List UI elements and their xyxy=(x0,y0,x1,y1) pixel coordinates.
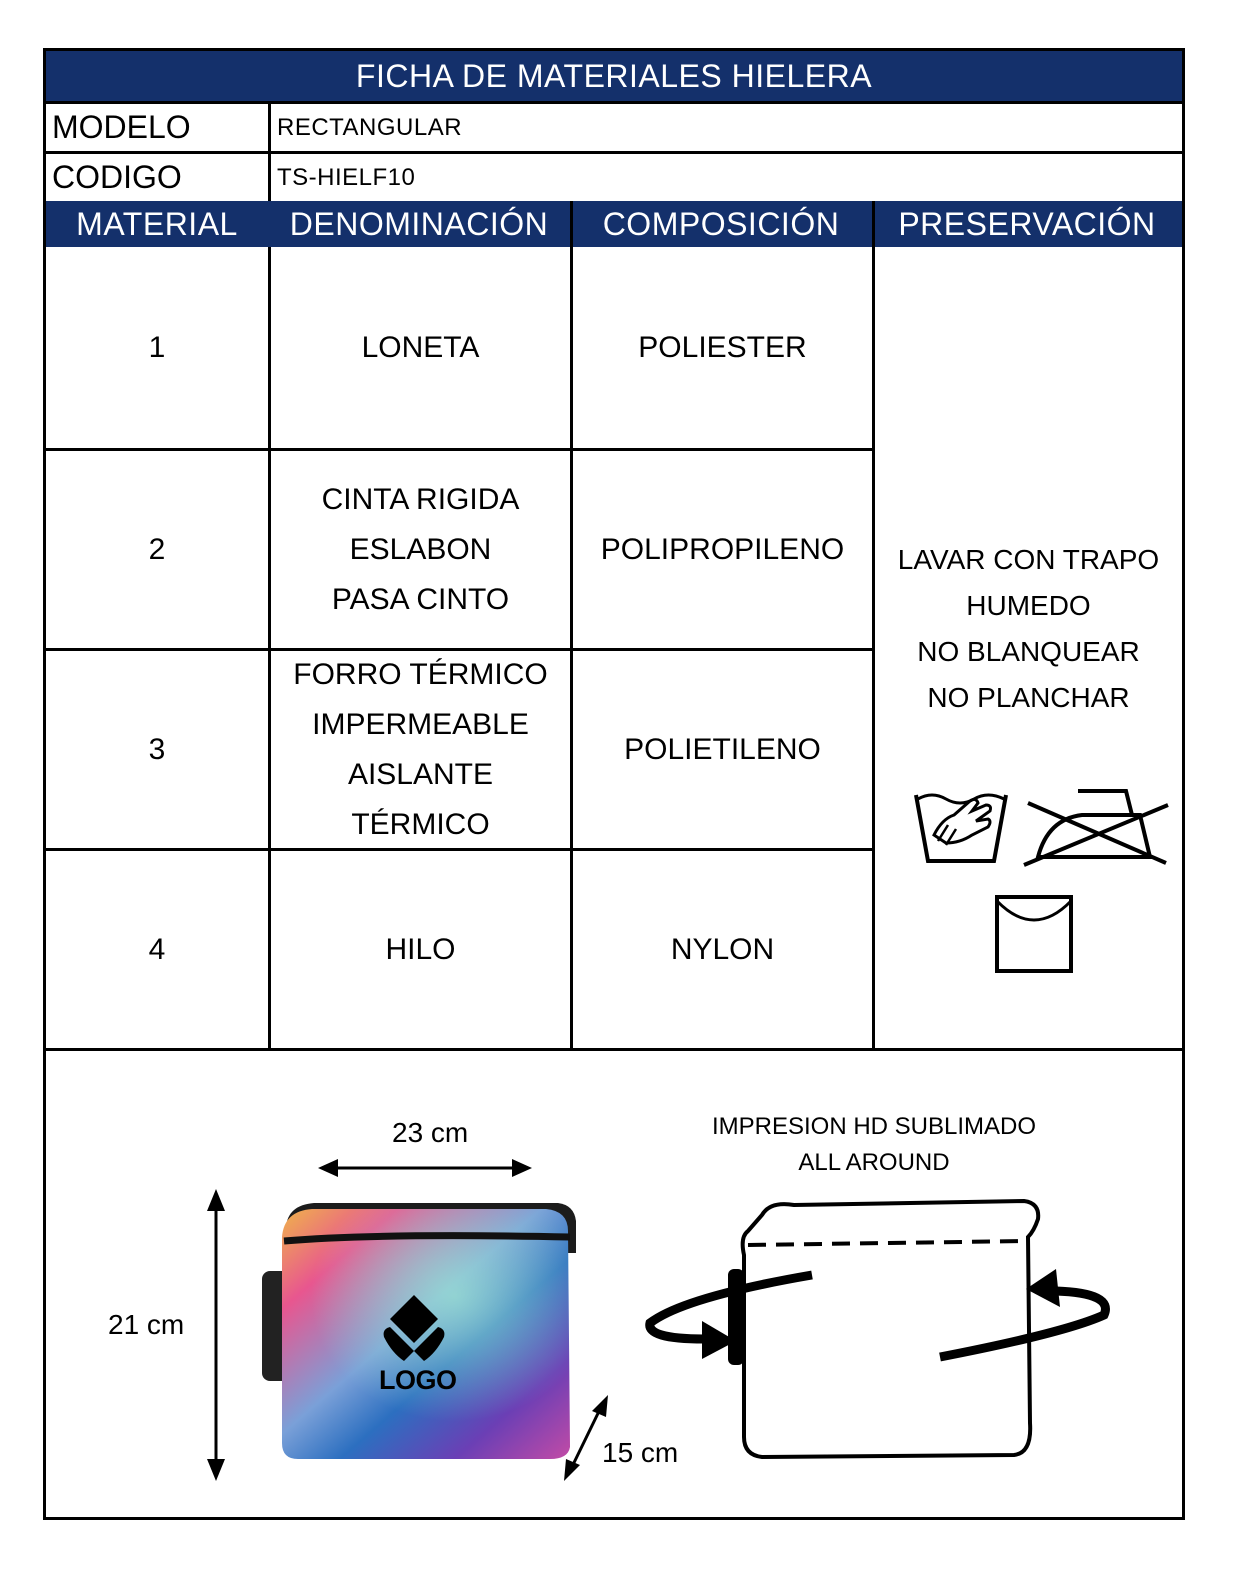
composicion-cell: NYLON xyxy=(670,932,775,966)
print-note xyxy=(666,1109,1082,1181)
sublimation-wrap-diagram xyxy=(644,1197,1114,1467)
material-number: 1 xyxy=(148,330,166,364)
denominacion-cell xyxy=(271,451,570,648)
preservation-line: NO PLANCHAR xyxy=(927,682,1130,713)
width-label: 23 cm xyxy=(392,1117,469,1148)
preservation-instructions xyxy=(875,537,1182,721)
preservation-line: HUMEDO xyxy=(966,590,1091,621)
line-dry-icon xyxy=(993,893,1075,975)
hand-wash-icon xyxy=(912,781,1012,873)
composicion-cell: POLIETILENO xyxy=(624,732,821,766)
header-material: MATERIAL xyxy=(46,201,268,247)
header-composicion: COMPOSICIÓN xyxy=(570,201,872,247)
do-not-iron-icon xyxy=(1022,785,1170,869)
denominacion-line: AISLANTE xyxy=(347,757,494,791)
print-note-line: IMPRESION HD SUBLIMADO xyxy=(711,1113,1037,1140)
modelo-label: MODELO xyxy=(52,109,191,145)
height-arrow-icon xyxy=(204,1187,228,1483)
preservation-line: NO BLANQUEAR xyxy=(917,636,1140,667)
composicion-cell: POLIPROPILENO xyxy=(600,532,845,566)
codigo-label: CODIGO xyxy=(52,159,182,195)
materials-sheet xyxy=(43,48,1185,1520)
material-number: 3 xyxy=(148,732,166,766)
denominacion-cell xyxy=(271,851,570,1048)
cooler-bag-image xyxy=(258,1197,578,1465)
codigo-value: TS-HIELF10 xyxy=(277,163,416,191)
denominacion-line: PASA CINTO xyxy=(331,582,510,616)
material-number: 2 xyxy=(148,532,166,566)
divider xyxy=(46,1048,1182,1051)
denominacion-line: CINTA RIGIDA xyxy=(321,482,520,516)
composicion-cell: POLIESTER xyxy=(638,330,807,364)
denominacion-line: ESLABON xyxy=(349,532,492,566)
divider xyxy=(268,104,271,201)
header-preservacion: PRESERVACIÓN xyxy=(872,201,1182,247)
denominacion-line: HILO xyxy=(385,932,456,966)
denominacion-cell xyxy=(271,651,570,848)
modelo-value: RECTANGULAR xyxy=(277,113,463,141)
depth-label: 15 cm xyxy=(602,1437,679,1468)
material-number: 4 xyxy=(148,932,166,966)
denominacion-line: TÉRMICO xyxy=(351,807,490,841)
denominacion-line: IMPERMEABLE xyxy=(312,707,529,741)
denominacion-line: FORRO TÉRMICO xyxy=(293,657,548,691)
preservation-line: LAVAR CON TRAPO xyxy=(897,544,1160,575)
logo-text: LOGO xyxy=(379,1365,457,1395)
width-arrow-icon xyxy=(316,1157,534,1179)
header-denominacion: DENOMINACIÓN xyxy=(268,201,570,247)
print-note-line: ALL AROUND xyxy=(798,1149,950,1176)
height-label: 21 cm xyxy=(108,1309,185,1340)
denominacion-line: LONETA xyxy=(361,330,480,364)
denominacion-cell xyxy=(271,247,570,448)
sheet-title: FICHA DE MATERIALES HIELERA xyxy=(46,51,1182,101)
